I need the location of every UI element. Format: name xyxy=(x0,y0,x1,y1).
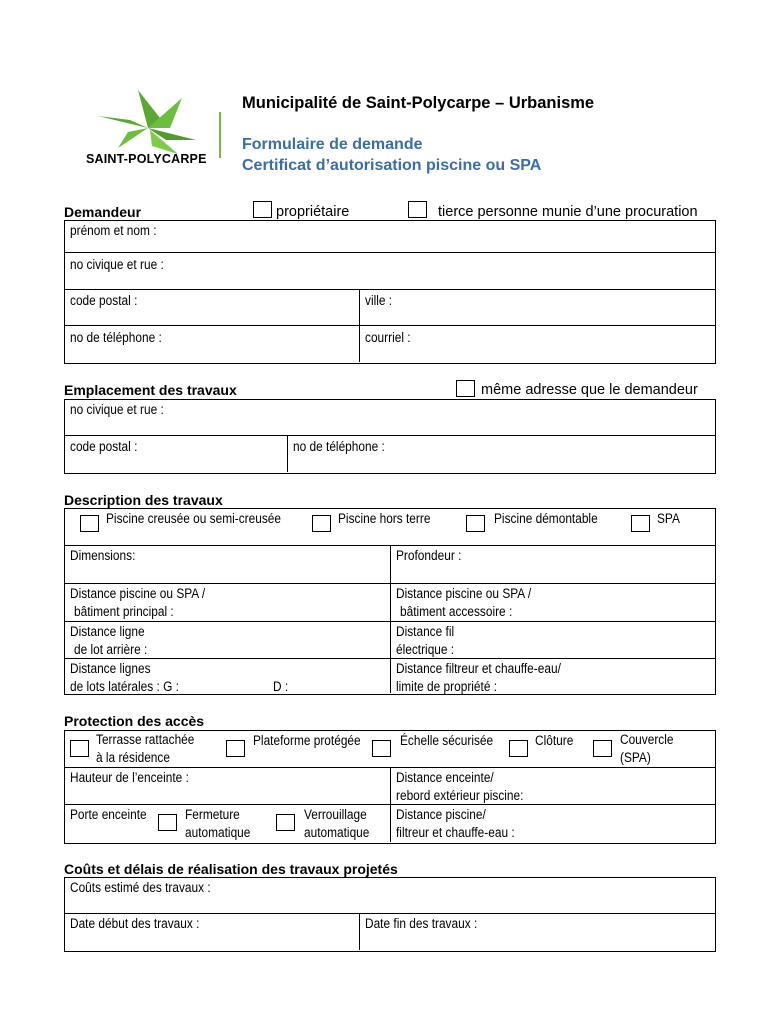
hauteur-enceinte-field[interactable]: Hauteur de l’enceinte : xyxy=(70,770,189,785)
piscine-creusee-checkbox[interactable] xyxy=(80,515,99,532)
section-description-heading: Description des travaux xyxy=(64,492,223,508)
leaf-star-icon xyxy=(78,88,218,158)
date-fin-field[interactable]: Date fin des travaux : xyxy=(365,916,478,931)
verrouillage-label: Verrouillage automatique xyxy=(304,807,370,840)
emplacement-civique-field[interactable]: no civique et rue : xyxy=(70,402,164,417)
dist-lignes-laterales-d[interactable]: D : xyxy=(273,679,289,694)
municipal-logo xyxy=(78,88,218,168)
dist-filtreur-field[interactable]: Distance filtreur et chauffe-eau/ limite de propriété : xyxy=(396,661,561,694)
ville-field[interactable]: ville : xyxy=(365,293,393,308)
terrasse-checkbox[interactable] xyxy=(70,740,89,757)
section-demandeur-heading: Demandeur xyxy=(64,204,142,220)
piscine-demontable-checkbox[interactable] xyxy=(466,515,485,532)
piscine-hors-terre-checkbox[interactable] xyxy=(312,515,331,532)
dist-lignes-laterales-field[interactable]: Distance lignes de lots latérales : G : xyxy=(70,661,179,694)
fermeture-checkbox[interactable] xyxy=(158,814,177,831)
code-postal-field[interactable]: code postal : xyxy=(70,293,138,308)
meme-adresse-checkbox[interactable] xyxy=(456,380,475,397)
cloture-checkbox[interactable] xyxy=(509,740,528,757)
proprietaire-checkbox[interactable] xyxy=(253,201,272,218)
spa-label: SPA xyxy=(657,511,680,526)
couvercle-checkbox[interactable] xyxy=(593,740,612,757)
date-debut-field[interactable]: Date début des travaux : xyxy=(70,916,200,931)
section-protection-heading: Protection des accès xyxy=(64,713,205,729)
dist-batiment-principal-field[interactable]: Distance piscine ou SPA / bâtiment principal : xyxy=(70,586,206,619)
piscine-creusee-label: Piscine creusée ou semi-creusée xyxy=(106,511,281,526)
dist-fil-electrique-field[interactable]: Distance fil électrique : xyxy=(396,624,455,657)
dist-batiment-accessoire-field[interactable]: Distance piscine ou SPA / bâtiment accessoire : xyxy=(396,586,532,619)
tierce-personne-checkbox[interactable] xyxy=(408,201,427,218)
porte-enceinte-label: Porte enceinte xyxy=(70,807,147,822)
couvercle-label: Couvercle (SPA) xyxy=(620,732,674,765)
form-subtitle: Formulaire de demande xyxy=(242,136,423,153)
dimensions-field[interactable]: Dimensions: xyxy=(70,548,136,563)
dist-ligne-arriere-field[interactable]: Distance ligne de lot arrière : xyxy=(70,624,148,657)
spa-checkbox[interactable] xyxy=(631,515,650,532)
logo-text: SAINT-POLYCARPE xyxy=(86,152,207,166)
tierce-personne-label: tierce personne munie d’une procuration xyxy=(438,204,698,220)
piscine-demontable-label: Piscine démontable xyxy=(494,511,598,526)
echelle-label: Échelle sécurisée xyxy=(400,733,494,748)
meme-adresse-label: même adresse que le demandeur xyxy=(481,382,698,398)
proprietaire-label: propriétaire xyxy=(276,204,350,220)
plateforme-label: Plateforme protégée xyxy=(253,733,361,748)
page-title: Municipalité de Saint-Polycarpe – Urbanisme xyxy=(242,94,595,112)
echelle-checkbox[interactable] xyxy=(372,740,391,757)
prenom-nom-field[interactable]: prénom et nom : xyxy=(70,223,157,238)
civique-field[interactable]: no civique et rue : xyxy=(70,257,164,272)
telephone-field[interactable]: no de téléphone : xyxy=(70,330,162,345)
verrouillage-checkbox[interactable] xyxy=(276,814,295,831)
emplacement-telephone-field[interactable]: no de téléphone : xyxy=(293,439,385,454)
section-couts-heading: Coûts et délais de réalisation des travaux projetés xyxy=(64,861,398,877)
profondeur-field[interactable]: Profondeur : xyxy=(396,548,462,563)
section-emplacement-heading: Emplacement des travaux xyxy=(64,382,237,398)
piscine-hors-terre-label: Piscine hors terre xyxy=(338,511,431,526)
form-subtitle-2: Certificat d’autorisation piscine ou SPA xyxy=(242,157,542,174)
cloture-label: Clôture xyxy=(535,733,574,748)
header-divider xyxy=(219,112,221,158)
emplacement-code-postal-field[interactable]: code postal : xyxy=(70,439,138,454)
plateforme-checkbox[interactable] xyxy=(226,740,245,757)
fermeture-label: Fermeture automatique xyxy=(185,807,251,840)
terrasse-label: Terrasse rattachée à la résidence xyxy=(96,732,195,765)
cout-estime-field[interactable]: Coûts estimé des travaux : xyxy=(70,880,211,895)
dist-piscine-filtreur-field[interactable]: Distance piscine/ filtreur et chauffe-eau : xyxy=(396,807,515,840)
dist-enceinte-field[interactable]: Distance enceinte/ rebord extérieur piscine: xyxy=(396,770,524,803)
courriel-field[interactable]: courriel : xyxy=(365,330,411,345)
